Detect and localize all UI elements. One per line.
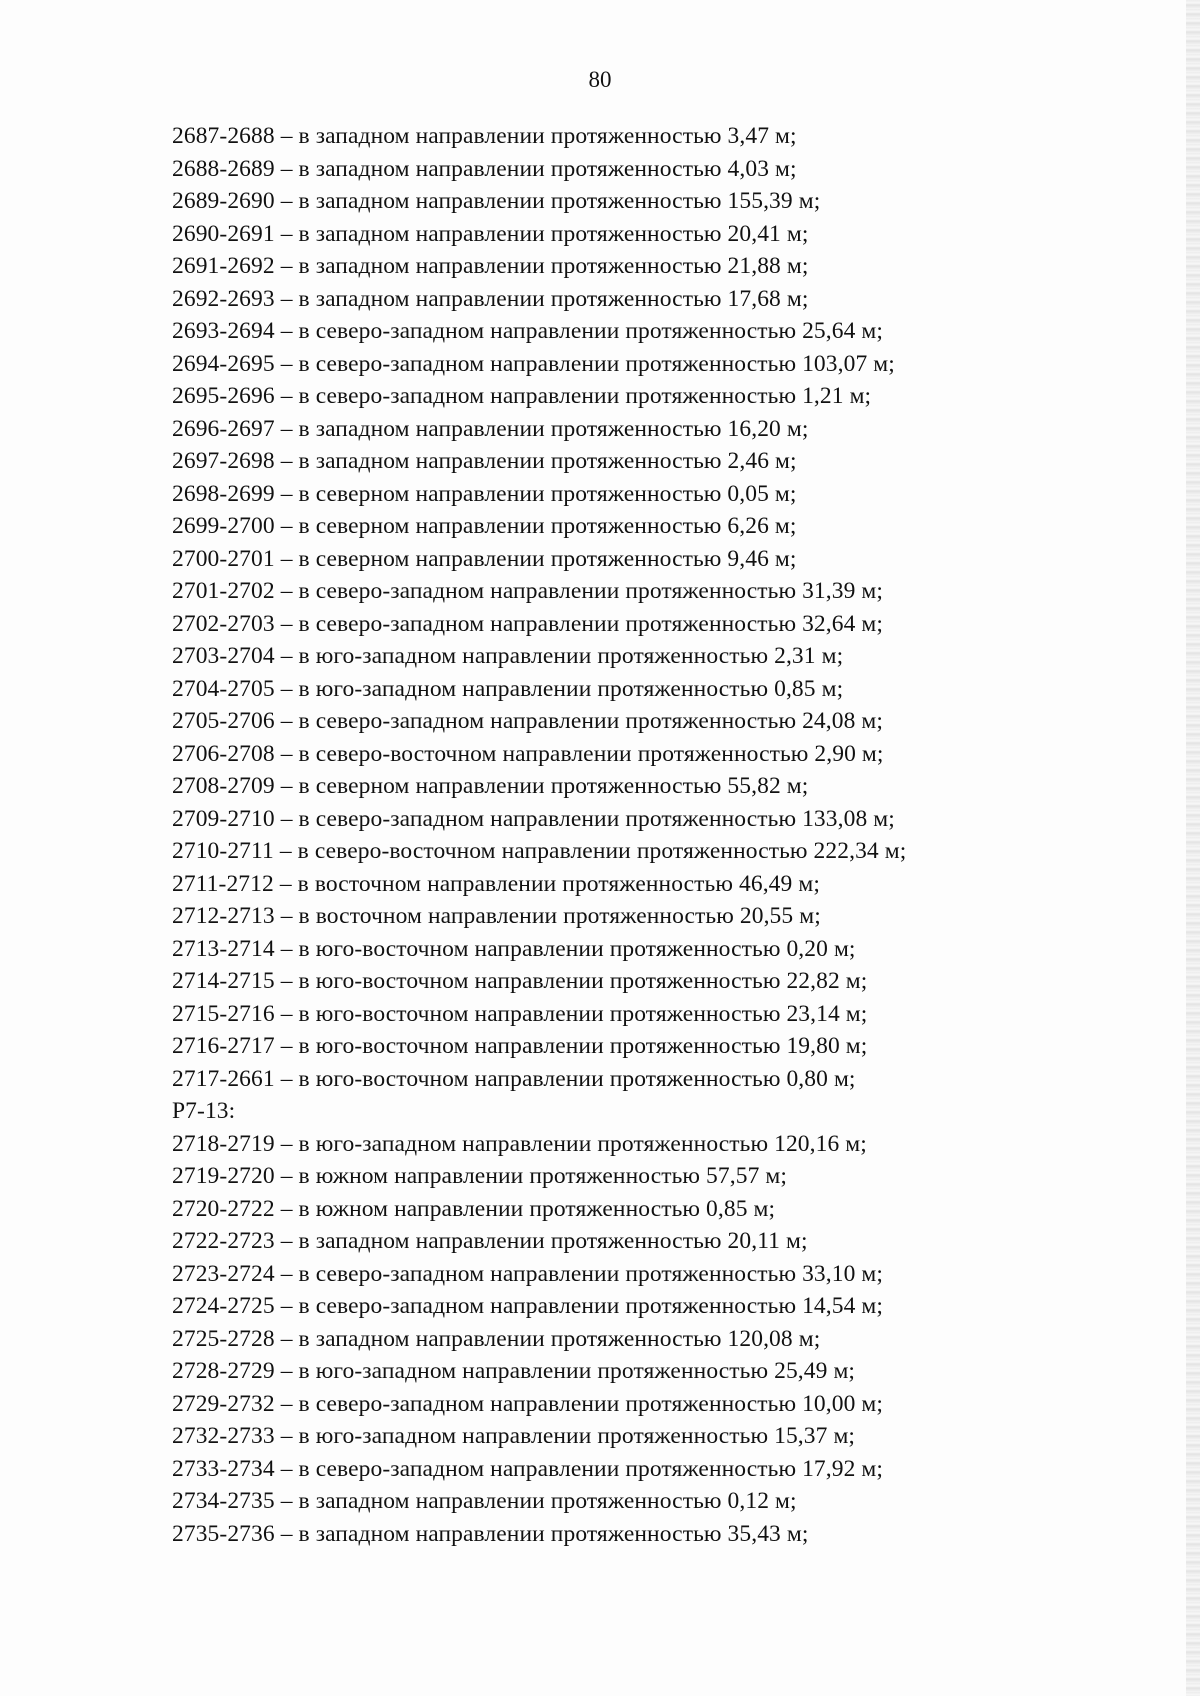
boundary-segment-line: 2692-2693 – в западном направлении протяженностью 17,68 м; — [172, 285, 809, 312]
boundary-segment-line: 2733-2734 – в северо-западном направлении протяженностью 17,92 м; — [172, 1455, 884, 1482]
boundary-segment-line: 2698-2699 – в северном направлении протяженностью 0,05 м; — [172, 480, 797, 507]
boundary-segment-line: 2708-2709 – в северном направлении протяженностью 55,82 м; — [172, 773, 809, 799]
boundary-segment-line: 2704-2705 – в юго-западном направлении протяженностью 0,85 м; — [172, 675, 844, 702]
boundary-segment-line: 2689-2690 – в западном направлении протяженностью 155,39 м; — [172, 188, 821, 214]
boundary-segment-line: 2695-2696 – в северо-западном направлении протяженностью 1,21 м; — [172, 383, 872, 409]
boundary-segment-line: 2709-2710 – в северо-западном направлении протяженностью 133,08 м; — [172, 805, 895, 832]
boundary-segment-line: 2717-2661 – в юго-восточном направлении протяженностью 0,80 м; — [172, 1065, 856, 1092]
boundary-segment-line: 2688-2689 – в западном направлении протяженностью 4,03 м; — [172, 155, 797, 182]
boundary-segment-line: 2697-2698 – в западном направлении протяженностью 2,46 м; — [172, 448, 797, 474]
boundary-segment-line: 2718-2719 – в юго-западном направлении протяженностью 120,16 м; — [172, 1130, 867, 1157]
boundary-segment-line: 2732-2733 – в юго-западном направлении протяженностью 15,37 м; — [172, 1423, 856, 1449]
boundary-segment-line: 2694-2695 – в северо-западном направлении протяженностью 103,07 м; — [172, 350, 895, 377]
boundary-segment-line: 2735-2736 – в западном направлении протяженностью 35,43 м; — [172, 1520, 809, 1547]
page-number: 80 — [588, 67, 612, 92]
section-heading: Р7-13: — [172, 1098, 236, 1124]
boundary-segment-line: 2687-2688 – в западном направлении протяженностью 3,47 м; — [172, 123, 797, 149]
boundary-segment-line: 2715-2716 – в юго-восточном направлении протяженностью 23,14 м; — [172, 1000, 868, 1027]
boundary-segment-line: 2703-2704 – в юго-западном направлении протяженностью 2,31 м; — [172, 643, 844, 669]
boundary-segment-line: 2696-2697 – в западном направлении протяженностью 16,20 м; — [172, 415, 809, 442]
boundary-segment-line: 2690-2691 – в западном направлении протяженностью 20,41 м; — [172, 220, 809, 247]
boundary-segment-line: 2725-2728 – в западном направлении протяженностью 120,08 м; — [172, 1325, 821, 1352]
boundary-segment-line: 2720-2722 – в южном направлении протяженностью 0,85 м; — [172, 1195, 776, 1222]
boundary-segment-line: 2702-2703 – в северо-западном направлении протяженностью 32,64 м; — [172, 610, 884, 637]
boundary-segment-line: 2722-2723 – в западном направлении протяженностью 20,11 м; — [172, 1228, 808, 1254]
boundary-segment-line: 2701-2702 – в северо-западном направлении протяженностью 31,39 м; — [172, 578, 884, 604]
boundary-segment-line: 2705-2706 – в северо-западном направлении протяженностью 24,08 м; — [172, 708, 884, 734]
boundary-segment-line: 2719-2720 – в южном направлении протяженностью 57,57 м; — [172, 1163, 788, 1189]
boundary-segment-line: 2723-2724 – в северо-западном направлении протяженностью 33,10 м; — [172, 1260, 884, 1287]
boundary-description-list — [172, 120, 1072, 1550]
boundary-segment-line: 2710-2711 – в северо-восточном направлении протяженностью 222,34 м; — [172, 838, 907, 864]
boundary-segment-line: 2711-2712 – в восточном направлении протяженностью 46,49 м; — [172, 870, 820, 897]
boundary-segment-line: 2728-2729 – в юго-западном направлении протяженностью 25,49 м; — [172, 1358, 856, 1384]
boundary-segment-line: 2693-2694 – в северо-западном направлении протяженностью 25,64 м; — [172, 318, 884, 344]
boundary-segment-line: 2700-2701 – в северном направлении протяженностью 9,46 м; — [172, 545, 797, 572]
boundary-segment-line: 2712-2713 – в восточном направлении протяженностью 20,55 м; — [172, 903, 821, 929]
boundary-segment-line: 2706-2708 – в северо-восточном направлении протяженностью 2,90 м; — [172, 740, 884, 767]
boundary-segment-line: 2729-2732 – в северо-западном направлении протяженностью 10,00 м; — [172, 1390, 884, 1417]
boundary-segment-line: 2724-2725 – в северо-западном направлении протяженностью 14,54 м; — [172, 1293, 884, 1319]
scan-edge-artifact — [1186, 0, 1200, 1696]
boundary-segment-line: 2691-2692 – в западном направлении протяженностью 21,88 м; — [172, 253, 809, 279]
boundary-segment-line: 2714-2715 – в юго-восточном направлении протяженностью 22,82 м; — [172, 968, 868, 994]
boundary-segment-line: 2713-2714 – в юго-восточном направлении протяженностью 0,20 м; — [172, 935, 856, 962]
boundary-segment-line: 2734-2735 – в западном направлении протяженностью 0,12 м; — [172, 1488, 797, 1514]
boundary-segment-line: 2716-2717 – в юго-восточном направлении протяженностью 19,80 м; — [172, 1033, 868, 1059]
boundary-segment-line: 2699-2700 – в северном направлении протяженностью 6,26 м; — [172, 513, 797, 539]
